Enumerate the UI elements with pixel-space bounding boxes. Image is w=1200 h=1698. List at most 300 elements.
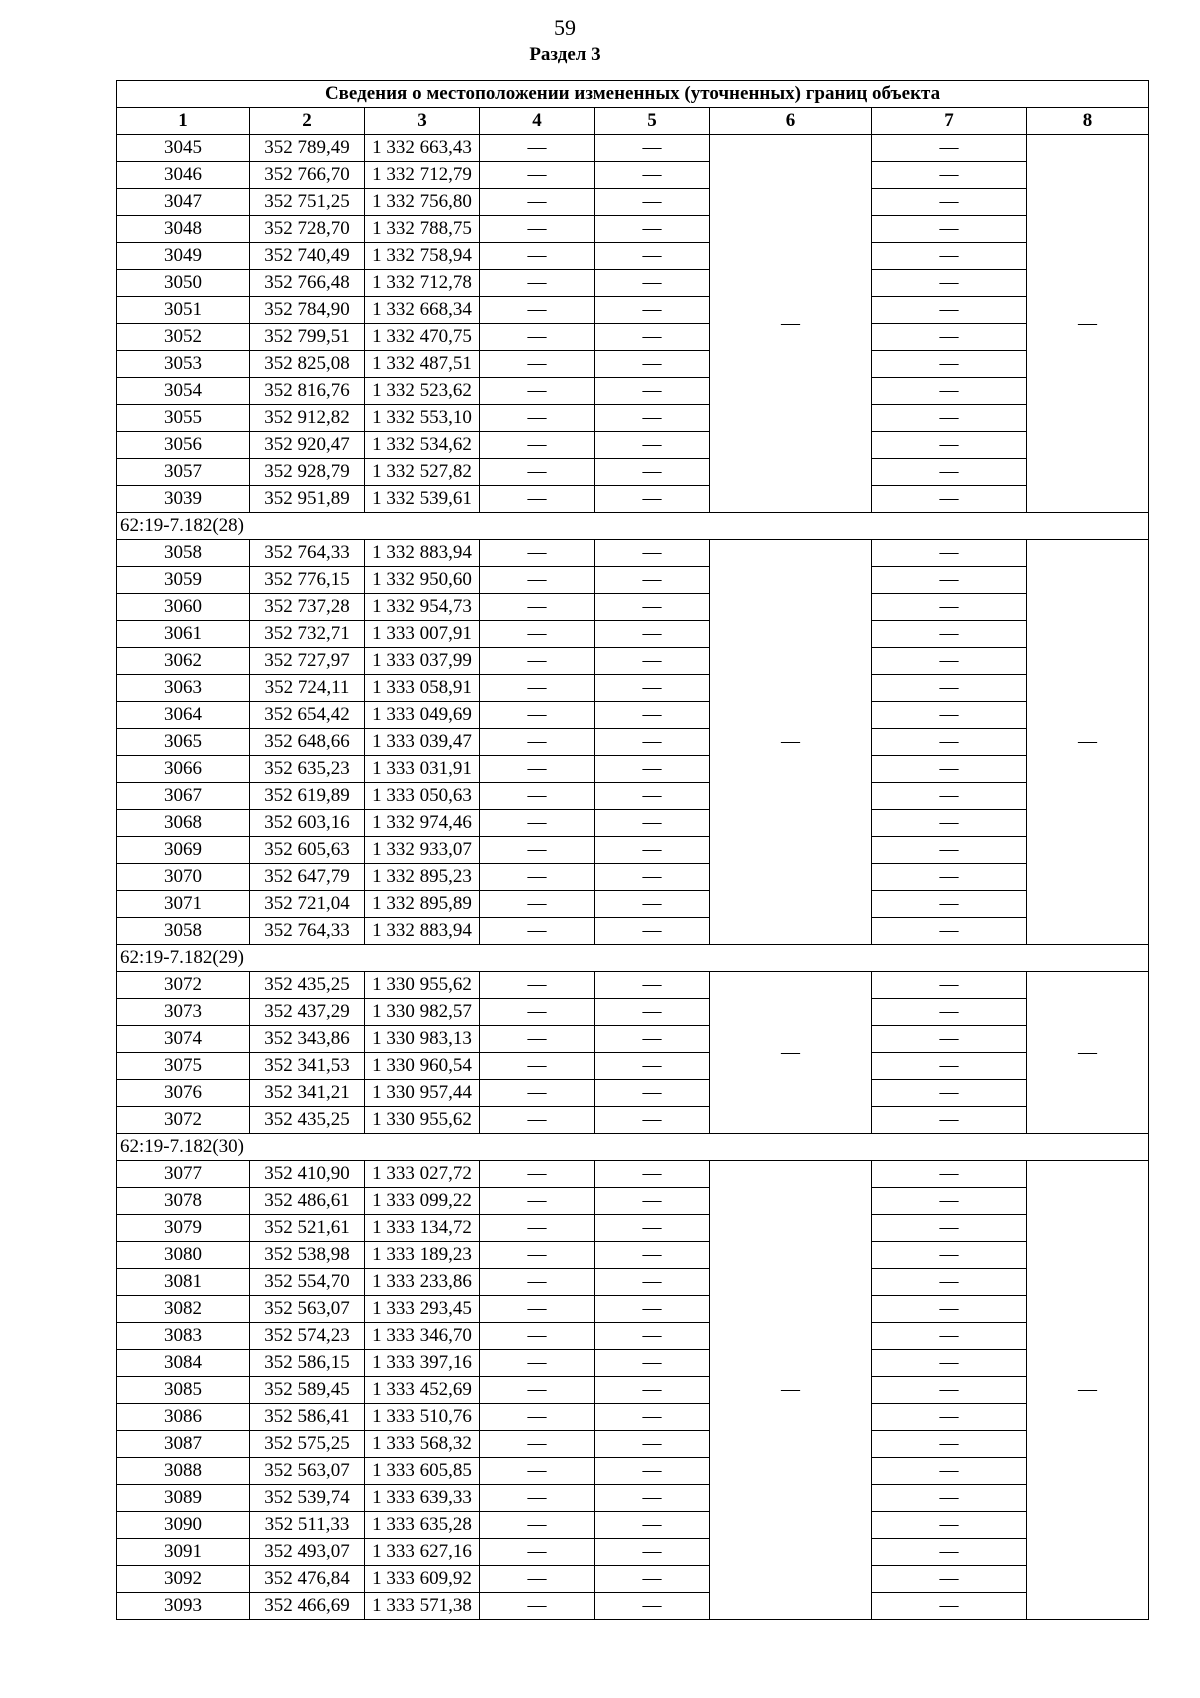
x-coordinate-cell: 352 920,47 — [250, 432, 365, 459]
y-coordinate-cell: 1 333 007,91 — [365, 621, 480, 648]
dash-cell: — — [595, 810, 710, 837]
dash-cell: — — [480, 621, 595, 648]
dash-cell: — — [872, 270, 1027, 297]
y-coordinate-cell: 1 333 058,91 — [365, 675, 480, 702]
point-number-cell: 3092 — [117, 1566, 250, 1593]
group-label: 62:19-7.182(28) — [117, 513, 1149, 540]
table-row — [117, 810, 1149, 837]
y-coordinate-cell: 1 333 037,99 — [365, 648, 480, 675]
y-coordinate-cell: 1 333 346,70 — [365, 1323, 480, 1350]
dash-cell: — — [595, 135, 710, 162]
dash-cell: — — [872, 162, 1027, 189]
point-number-cell: 3048 — [117, 216, 250, 243]
dash-cell: — — [595, 324, 710, 351]
point-number-cell: 3089 — [117, 1485, 250, 1512]
dash-cell: — — [595, 1377, 710, 1404]
dash-cell: — — [595, 1269, 710, 1296]
merged-dash-cell: — — [710, 135, 872, 513]
table-row — [117, 621, 1149, 648]
table-row — [117, 243, 1149, 270]
table-row — [117, 189, 1149, 216]
dash-cell: — — [480, 729, 595, 756]
dash-cell: — — [480, 1161, 595, 1188]
column-number: 5 — [595, 108, 710, 135]
table-row — [117, 594, 1149, 621]
merged-dash-cell: — — [1027, 540, 1149, 945]
point-number-cell: 3081 — [117, 1269, 250, 1296]
dash-cell: — — [872, 297, 1027, 324]
group-row — [117, 945, 1149, 972]
x-coordinate-cell: 352 343,86 — [250, 1026, 365, 1053]
dash-cell: — — [595, 864, 710, 891]
dash-cell: — — [872, 756, 1027, 783]
table-row — [117, 837, 1149, 864]
table-row — [117, 1080, 1149, 1107]
x-coordinate-cell: 352 435,25 — [250, 972, 365, 999]
dash-cell: — — [595, 891, 710, 918]
dash-cell: — — [480, 1026, 595, 1053]
dash-cell: — — [872, 324, 1027, 351]
y-coordinate-cell: 1 332 487,51 — [365, 351, 480, 378]
dash-cell: — — [872, 783, 1027, 810]
dash-cell: — — [480, 1512, 595, 1539]
y-coordinate-cell: 1 333 635,28 — [365, 1512, 480, 1539]
dash-cell: — — [595, 1026, 710, 1053]
x-coordinate-cell: 352 721,04 — [250, 891, 365, 918]
dash-cell: — — [872, 216, 1027, 243]
x-coordinate-cell: 352 605,63 — [250, 837, 365, 864]
point-number-cell: 3059 — [117, 567, 250, 594]
point-number-cell: 3055 — [117, 405, 250, 432]
table-row — [117, 351, 1149, 378]
y-coordinate-cell: 1 333 134,72 — [365, 1215, 480, 1242]
point-number-cell: 3087 — [117, 1431, 250, 1458]
point-number-cell: 3076 — [117, 1080, 250, 1107]
table-row — [117, 1485, 1149, 1512]
point-number-cell: 3061 — [117, 621, 250, 648]
point-number-cell: 3069 — [117, 837, 250, 864]
dash-cell: — — [595, 1242, 710, 1269]
x-coordinate-cell: 352 728,70 — [250, 216, 365, 243]
table-body — [117, 135, 1149, 1620]
y-coordinate-cell: 1 333 605,85 — [365, 1458, 480, 1485]
point-number-cell: 3050 — [117, 270, 250, 297]
dash-cell: — — [595, 702, 710, 729]
y-coordinate-cell: 1 330 982,57 — [365, 999, 480, 1026]
dash-cell: — — [872, 378, 1027, 405]
dash-cell: — — [480, 243, 595, 270]
x-coordinate-cell: 352 764,33 — [250, 540, 365, 567]
table-caption: Сведения о местоположении измененных (уточненных) границ объекта — [117, 81, 1149, 108]
x-coordinate-cell: 352 437,29 — [250, 999, 365, 1026]
point-number-cell: 3083 — [117, 1323, 250, 1350]
table-caption-row — [117, 81, 1149, 108]
group-row — [117, 1134, 1149, 1161]
point-number-cell: 3077 — [117, 1161, 250, 1188]
dash-cell: — — [595, 594, 710, 621]
y-coordinate-cell: 1 333 049,69 — [365, 702, 480, 729]
dash-cell: — — [480, 324, 595, 351]
dash-cell: — — [595, 243, 710, 270]
x-coordinate-cell: 352 486,61 — [250, 1188, 365, 1215]
dash-cell: — — [480, 972, 595, 999]
x-coordinate-cell: 352 776,15 — [250, 567, 365, 594]
table-row — [117, 567, 1149, 594]
dash-cell: — — [480, 1215, 595, 1242]
dash-cell: — — [480, 837, 595, 864]
x-coordinate-cell: 352 521,61 — [250, 1215, 365, 1242]
dash-cell: — — [480, 1377, 595, 1404]
point-number-cell: 3052 — [117, 324, 250, 351]
dash-cell: — — [872, 567, 1027, 594]
dash-cell: — — [595, 729, 710, 756]
column-number: 8 — [1027, 108, 1149, 135]
x-coordinate-cell: 352 732,71 — [250, 621, 365, 648]
dash-cell: — — [872, 1404, 1027, 1431]
dash-cell: — — [872, 1053, 1027, 1080]
y-coordinate-cell: 1 332 527,82 — [365, 459, 480, 486]
dash-cell: — — [595, 378, 710, 405]
dash-cell: — — [480, 1485, 595, 1512]
dash-cell: — — [480, 918, 595, 945]
dash-cell: — — [872, 1107, 1027, 1134]
dash-cell: — — [872, 135, 1027, 162]
dash-cell: — — [595, 999, 710, 1026]
table-row — [117, 1350, 1149, 1377]
dash-cell: — — [595, 1053, 710, 1080]
table-row — [117, 459, 1149, 486]
boundary-coordinates-table — [116, 80, 1149, 1620]
dash-cell: — — [872, 243, 1027, 270]
y-coordinate-cell: 1 332 756,80 — [365, 189, 480, 216]
dash-cell: — — [595, 351, 710, 378]
dash-cell: — — [480, 1188, 595, 1215]
table-row — [117, 756, 1149, 783]
dash-cell: — — [872, 891, 1027, 918]
y-coordinate-cell: 1 333 639,33 — [365, 1485, 480, 1512]
dash-cell: — — [595, 1485, 710, 1512]
dash-cell: — — [480, 999, 595, 1026]
table-row — [117, 783, 1149, 810]
dash-cell: — — [595, 675, 710, 702]
table-row — [117, 324, 1149, 351]
dash-cell: — — [872, 675, 1027, 702]
table-row — [117, 1323, 1149, 1350]
x-coordinate-cell: 352 724,11 — [250, 675, 365, 702]
dash-cell: — — [480, 594, 595, 621]
column-number: 6 — [710, 108, 872, 135]
y-coordinate-cell: 1 332 950,60 — [365, 567, 480, 594]
dash-cell: — — [595, 1323, 710, 1350]
x-coordinate-cell: 352 751,25 — [250, 189, 365, 216]
x-coordinate-cell: 352 476,84 — [250, 1566, 365, 1593]
dash-cell: — — [480, 783, 595, 810]
y-coordinate-cell: 1 332 668,34 — [365, 297, 480, 324]
table-row — [117, 972, 1149, 999]
point-number-cell: 3082 — [117, 1296, 250, 1323]
x-coordinate-cell: 352 603,16 — [250, 810, 365, 837]
table-row — [117, 702, 1149, 729]
point-number-cell: 3086 — [117, 1404, 250, 1431]
table-row — [117, 1161, 1149, 1188]
dash-cell: — — [480, 378, 595, 405]
dash-cell: — — [595, 648, 710, 675]
dash-cell: — — [595, 1431, 710, 1458]
dash-cell: — — [872, 1485, 1027, 1512]
point-number-cell: 3090 — [117, 1512, 250, 1539]
dash-cell: — — [872, 351, 1027, 378]
table-row — [117, 729, 1149, 756]
x-coordinate-cell: 352 435,25 — [250, 1107, 365, 1134]
dash-cell: — — [480, 351, 595, 378]
dash-cell: — — [595, 1566, 710, 1593]
y-coordinate-cell: 1 332 712,79 — [365, 162, 480, 189]
dash-cell: — — [480, 1269, 595, 1296]
dash-cell: — — [595, 567, 710, 594]
dash-cell: — — [595, 1296, 710, 1323]
dash-cell: — — [872, 729, 1027, 756]
point-number-cell: 3080 — [117, 1242, 250, 1269]
dash-cell: — — [595, 216, 710, 243]
table-row — [117, 1512, 1149, 1539]
dash-cell: — — [595, 1593, 710, 1620]
point-number-cell: 3067 — [117, 783, 250, 810]
group-label: 62:19-7.182(30) — [117, 1134, 1149, 1161]
point-number-cell: 3073 — [117, 999, 250, 1026]
point-number-cell: 3078 — [117, 1188, 250, 1215]
y-coordinate-cell: 1 332 534,62 — [365, 432, 480, 459]
table-row — [117, 486, 1149, 513]
dash-cell: — — [595, 486, 710, 513]
dash-cell: — — [872, 972, 1027, 999]
x-coordinate-cell: 352 654,42 — [250, 702, 365, 729]
x-coordinate-cell: 352 619,89 — [250, 783, 365, 810]
x-coordinate-cell: 352 493,07 — [250, 1539, 365, 1566]
dash-cell: — — [872, 1323, 1027, 1350]
y-coordinate-cell: 1 333 627,16 — [365, 1539, 480, 1566]
y-coordinate-cell: 1 330 957,44 — [365, 1080, 480, 1107]
point-number-cell: 3064 — [117, 702, 250, 729]
dash-cell: — — [480, 297, 595, 324]
dash-cell: — — [595, 189, 710, 216]
table-row — [117, 1107, 1149, 1134]
dash-cell: — — [872, 1512, 1027, 1539]
dash-cell: — — [595, 270, 710, 297]
dash-cell: — — [480, 675, 595, 702]
dash-cell: — — [595, 783, 710, 810]
section-title: Раздел 3 — [529, 44, 601, 65]
dash-cell: — — [480, 1323, 595, 1350]
table-row — [117, 1539, 1149, 1566]
y-coordinate-cell: 1 333 293,45 — [365, 1296, 480, 1323]
dash-cell: — — [480, 1593, 595, 1620]
table-row — [117, 1269, 1149, 1296]
dash-cell: — — [480, 756, 595, 783]
dash-cell: — — [872, 837, 1027, 864]
dash-cell: — — [595, 1215, 710, 1242]
y-coordinate-cell: 1 332 523,62 — [365, 378, 480, 405]
dash-cell: — — [872, 486, 1027, 513]
dash-cell: — — [872, 1458, 1027, 1485]
dash-cell: — — [872, 1296, 1027, 1323]
table-row — [117, 162, 1149, 189]
dash-cell: — — [872, 1161, 1027, 1188]
point-number-cell: 3058 — [117, 540, 250, 567]
dash-cell: — — [480, 891, 595, 918]
dash-cell: — — [480, 1566, 595, 1593]
dash-cell: — — [872, 918, 1027, 945]
x-coordinate-cell: 352 466,69 — [250, 1593, 365, 1620]
table-row — [117, 432, 1149, 459]
merged-dash-cell: — — [1027, 1161, 1149, 1620]
group-row — [117, 513, 1149, 540]
y-coordinate-cell: 1 333 039,47 — [365, 729, 480, 756]
point-number-cell: 3054 — [117, 378, 250, 405]
table-row — [117, 1242, 1149, 1269]
table-row — [117, 675, 1149, 702]
dash-cell: — — [480, 1053, 595, 1080]
dash-cell: — — [872, 1026, 1027, 1053]
merged-dash-cell: — — [710, 540, 872, 945]
point-number-cell: 3045 — [117, 135, 250, 162]
dash-cell: — — [872, 810, 1027, 837]
dash-cell: — — [595, 1080, 710, 1107]
dash-cell: — — [872, 999, 1027, 1026]
dash-cell: — — [595, 540, 710, 567]
dash-cell: — — [595, 1512, 710, 1539]
x-coordinate-cell: 352 538,98 — [250, 1242, 365, 1269]
point-number-cell: 3056 — [117, 432, 250, 459]
y-coordinate-cell: 1 332 883,94 — [365, 918, 480, 945]
table-row — [117, 270, 1149, 297]
point-number-cell: 3075 — [117, 1053, 250, 1080]
x-coordinate-cell: 352 789,49 — [250, 135, 365, 162]
point-number-cell: 3079 — [117, 1215, 250, 1242]
x-coordinate-cell: 352 410,90 — [250, 1161, 365, 1188]
dash-cell: — — [595, 432, 710, 459]
dash-cell: — — [595, 1161, 710, 1188]
x-coordinate-cell: 352 341,21 — [250, 1080, 365, 1107]
y-coordinate-cell: 1 333 050,63 — [365, 783, 480, 810]
y-coordinate-cell: 1 333 099,22 — [365, 1188, 480, 1215]
x-coordinate-cell: 352 574,23 — [250, 1323, 365, 1350]
dash-cell: — — [872, 621, 1027, 648]
x-coordinate-cell: 352 766,48 — [250, 270, 365, 297]
dash-cell: — — [480, 810, 595, 837]
dash-cell: — — [595, 972, 710, 999]
point-number-cell: 3072 — [117, 972, 250, 999]
y-coordinate-cell: 1 332 758,94 — [365, 243, 480, 270]
dash-cell: — — [480, 432, 595, 459]
table-row — [117, 1404, 1149, 1431]
point-number-cell: 3084 — [117, 1350, 250, 1377]
dash-cell: — — [480, 405, 595, 432]
dash-cell: — — [595, 297, 710, 324]
x-coordinate-cell: 352 341,53 — [250, 1053, 365, 1080]
dash-cell: — — [480, 648, 595, 675]
dash-cell: — — [872, 189, 1027, 216]
dash-cell: — — [872, 864, 1027, 891]
dash-cell: — — [872, 702, 1027, 729]
dash-cell: — — [872, 1431, 1027, 1458]
y-coordinate-cell: 1 333 189,23 — [365, 1242, 480, 1269]
y-coordinate-cell: 1 330 955,62 — [365, 1107, 480, 1134]
point-number-cell: 3051 — [117, 297, 250, 324]
x-coordinate-cell: 352 928,79 — [250, 459, 365, 486]
dash-cell: — — [872, 1269, 1027, 1296]
point-number-cell: 3062 — [117, 648, 250, 675]
x-coordinate-cell: 352 554,70 — [250, 1269, 365, 1296]
y-coordinate-cell: 1 332 974,46 — [365, 810, 480, 837]
table-row — [117, 1377, 1149, 1404]
dash-cell: — — [480, 540, 595, 567]
dash-cell: — — [872, 594, 1027, 621]
y-coordinate-cell: 1 333 609,92 — [365, 1566, 480, 1593]
x-coordinate-cell: 352 563,07 — [250, 1296, 365, 1323]
table-row — [117, 1431, 1149, 1458]
dash-cell: — — [595, 459, 710, 486]
dash-cell: — — [595, 756, 710, 783]
point-number-cell: 3070 — [117, 864, 250, 891]
dash-cell: — — [480, 459, 595, 486]
table-row — [117, 1458, 1149, 1485]
point-number-cell: 3065 — [117, 729, 250, 756]
table-row — [117, 999, 1149, 1026]
dash-cell: — — [480, 189, 595, 216]
y-coordinate-cell: 1 332 883,94 — [365, 540, 480, 567]
point-number-cell: 3039 — [117, 486, 250, 513]
y-coordinate-cell: 1 333 510,76 — [365, 1404, 480, 1431]
dash-cell: — — [872, 648, 1027, 675]
column-number: 3 — [365, 108, 480, 135]
point-number-cell: 3088 — [117, 1458, 250, 1485]
dash-cell: — — [872, 1242, 1027, 1269]
table-row — [117, 378, 1149, 405]
dash-cell: — — [872, 1377, 1027, 1404]
column-number: 7 — [872, 108, 1027, 135]
y-coordinate-cell: 1 332 954,73 — [365, 594, 480, 621]
y-coordinate-cell: 1 333 452,69 — [365, 1377, 480, 1404]
x-coordinate-cell: 352 951,89 — [250, 486, 365, 513]
y-coordinate-cell: 1 333 568,32 — [365, 1431, 480, 1458]
dash-cell: — — [872, 1350, 1027, 1377]
y-coordinate-cell: 1 332 933,07 — [365, 837, 480, 864]
group-label: 62:19-7.182(29) — [117, 945, 1149, 972]
dash-cell: — — [480, 270, 595, 297]
point-number-cell: 3046 — [117, 162, 250, 189]
x-coordinate-cell: 352 737,28 — [250, 594, 365, 621]
dash-cell: — — [480, 702, 595, 729]
y-coordinate-cell: 1 332 470,75 — [365, 324, 480, 351]
dash-cell: — — [595, 162, 710, 189]
column-number: 2 — [250, 108, 365, 135]
dash-cell: — — [595, 621, 710, 648]
x-coordinate-cell: 352 647,79 — [250, 864, 365, 891]
y-coordinate-cell: 1 330 983,13 — [365, 1026, 480, 1053]
table-row — [117, 891, 1149, 918]
merged-dash-cell: — — [1027, 972, 1149, 1134]
dash-cell: — — [872, 1566, 1027, 1593]
y-coordinate-cell: 1 332 553,10 — [365, 405, 480, 432]
table-row — [117, 1215, 1149, 1242]
point-number-cell: 3053 — [117, 351, 250, 378]
dash-cell: — — [480, 162, 595, 189]
page-number: 59 — [554, 15, 576, 40]
dash-cell: — — [872, 405, 1027, 432]
dash-cell: — — [872, 432, 1027, 459]
merged-dash-cell: — — [710, 1161, 872, 1620]
table-row — [117, 540, 1149, 567]
